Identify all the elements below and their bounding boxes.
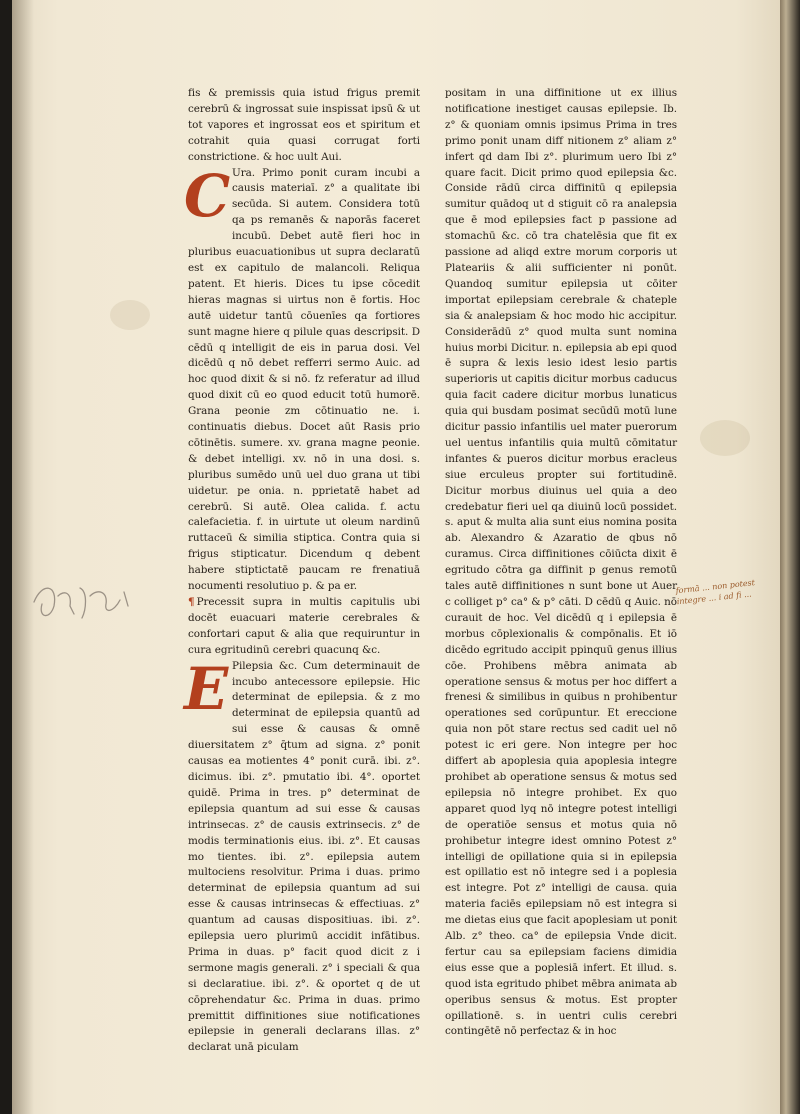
paragraph [184, 654, 420, 1057]
paragraph: positam in una diffinitione ut ex illius notificatione inestiget causas epilepsie. Ib. z° & quoniam omnis ipsimus Prima in tres primo ponit unam diff nitionem z° aliam z° infert qd dam Ibi z°. plurimum uero Ibi z° quare facit. Dicit primo quod epilepsia &c. Conside rādū circa diffinitū q epilepsia sumitur quādoq ut d stiguit cō ra analepsia que ē mod epilepsies fact p passione ad stomachū &c. cō tra chatelēsia que fit ex passione ad aliqd extre morum corporis ut Plateariis & alii sufficienter ni ponūt. Quandoq sumitur epilepsia ut cōiter importat epilepsiam cerebrale & chateple sia & analepsiam & hoc modo hic accipitur. Considerādū z° quod multa sunt nomina huius morbi Dicitur. n. epilepsia ab epi quod ē supra & lexis lesio idest lesio partis superioris ut capitis dicitur morbus caducus quia facit cadere dicitur morbus lunaticus quia qui busdam posimat secūdū motū lune dicitur passio infantilis uel mater puerorum uel uentus infantilis quia multū cōmitatur infantes & pueros dicitur morbus eracleus siue erculeus propter sui fortitudinē. Dicitur morbus diuinus uel quia a deo credebatur fieri uel qa diuinū locū possidet. s. aput & multa alia sunt eius nomina posita ab. Alexandro & Azaratio de qbus nō curamus. Circa diffinitiones cōiūcta dixit ē egritudo cōtra ga diffinit p genus remotū tales autē diffinitiones n sunt bone ut Auer c colliget p° ca° & p° cāti. D cēdū q Auic. nō curauit de hoc. Vel dicēdū q i epilepsia ē morbus cōplexionalis & compōnalis. Et iō dicēdo egritudo accipit ppinquū genus illius cōe. Prohibens mēbra animata ab operatione sensus & motus per hoc differt a frenesi & similibus in quibus n prohibentur operationes sed corūpuntur. Et ereccione quia non pōt stare rectus sed cadit uel nō potest ic eri gere. Non integre per hoc differt ab apoplesia quia apoplesia integre prohibet ab operatione sensus & motus sed epilepsia nō integre prohibet. Ex quo apparet quod lyq nō integre potest intelligi de operatiōe sensus et motus quia nō prohibetur integre idest omnino Potest z° intelligi de opillatione quia si in epilepsia est opillatio est nō integre sed i a poplesia est integre. Pot z° intelligi de causa. quia materia faciēs epilepsiam nō est integra si me dietas eius que facit apoplesiam ut ponit Alb. z° theo. ca° de epilepsia Vnde dicit. fertur cau sa epilepsiam faciens dimidia eius esse que a poplesiā infert. Et illud. s. quod ista egritudo phibet mēbra animata ab operibus sensus & motus. Est propter opillationē. s. in uentri culis cerebri contingētē nō perfectaz & in hoc [445, 87, 677, 1038]
paper-stain [110, 300, 150, 330]
handwritten-marginal-signature [28, 562, 138, 632]
decorated-initial: E [184, 654, 229, 723]
pilcrow-icon: ¶ [188, 596, 195, 608]
paragraph-text: Ura. Primo ponit curam incubi a causis materiaī. z° a qualitate ibi secūda. Si autem. Considera totū qa ps remanēs & naporās faceret incubū. Debet autē fieri hoc in pluribus euacuationibus ut supra declaratū est ex capitulo de malancoli. Reliqua patent. Et hieris. Dices tu ipse cōcedit hieras magnas si uirtus non ē fortis. Hoc autē uidetur tantū cōuenīes qa fortiores sunt magne hiere q pilule quas descripsit. D cēdū q intelligit de eis in parua dosi. Vel dicēdū q nō debet refferri sermo Auic. ad hoc quod dixit & si nō. fz referatur ad illud quod dixit cū eo quod educit totū humorē. Grana peonie zm cōtinuatio ne. i. continuatis diebus. Docet aūt Rasis prio cōtinētis. sumere. xv. grana magne peonie. & debet intelligi. xv. nō in una dosi. s. pluribus sumēdo unū uel duo grana ut tibi uidetur. pe onia. n. pprietatē habet ad cerebrū. Si autē. Olea calida. f. actu calefacietia. f. in uirtute ut oleum nardinū ruttaceū & similia stiptica. Contra quia si frigus stipticatur. Dicendum q debent habere stiptictatē paucam re frenatiuā nocumenti resolutiuo p. & pa er. [188, 166, 420, 593]
paragraph: fis & premissis quia istud frigus premit cerebrū & ingrossat suie inspissat ipsū & ut tot vapores et ingrossat eos et spiritum et cotrahit quia quasi corrugat forti constrictione. & hoc uult Aui. [188, 87, 420, 163]
paragraph-text: Precessit supra in multis capitulis ubi docēt euacuari materie cerebrales & confortari caput & alia que requiruntur in cura egritudinū cerebri quacunq &c. [188, 596, 420, 656]
decorated-initial: C [184, 161, 231, 230]
handwritten-marginal-note: formā ... non potest integre ... i ad fi ... [675, 578, 756, 607]
gutter-shadow [12, 0, 34, 1114]
text-column-right [445, 86, 677, 1040]
page-edge [780, 0, 800, 1114]
text-column-left [184, 86, 420, 1056]
paragraph-text: Pilepsia &c. Cum determinauit de incubo antecessore epilepsie. Hic determinat de epilepsia. & z mo determinat de epilepsia quantū ad sui esse & causas & omnē diuersitatem z° q̄tum ad signa. z° ponit causas ea motientes 4° ponit curā. ibi. z°. dicimus. ibi. z°. pmutatio ibi. 4°. oportet quidē. Prima in tres. p° determinat de epilepsia quantum ad sui esse & causas intrinsecas. z° de causis extrinsecis. z° de modis terminationis eius. ibi. z°. Et causas mo tientes. ibi. z°. epilepsia autem multociens resolvitur. Prima i duas. primo determinat de epilepsia quantum ad sui esse & causas intrinsecas & effectiuas. z° quantum ad causas dispositiuas. ibi. z°. epilepsia uero plurimū accidit infātibus. Prima in duas. p° facit quod dicit z i sermone magis generali. z° i speciali & qua si declaratiue. ibi. z°. & oportet q de ut cōprehendatur &c. Prima in duas. primo premittit diffinitiones siue notificationes epilepsie in generali declarans illas. z° declarat unā piculam [188, 659, 420, 1054]
paper-stain [700, 420, 750, 456]
paragraph [184, 161, 420, 595]
paragraph [188, 595, 420, 659]
